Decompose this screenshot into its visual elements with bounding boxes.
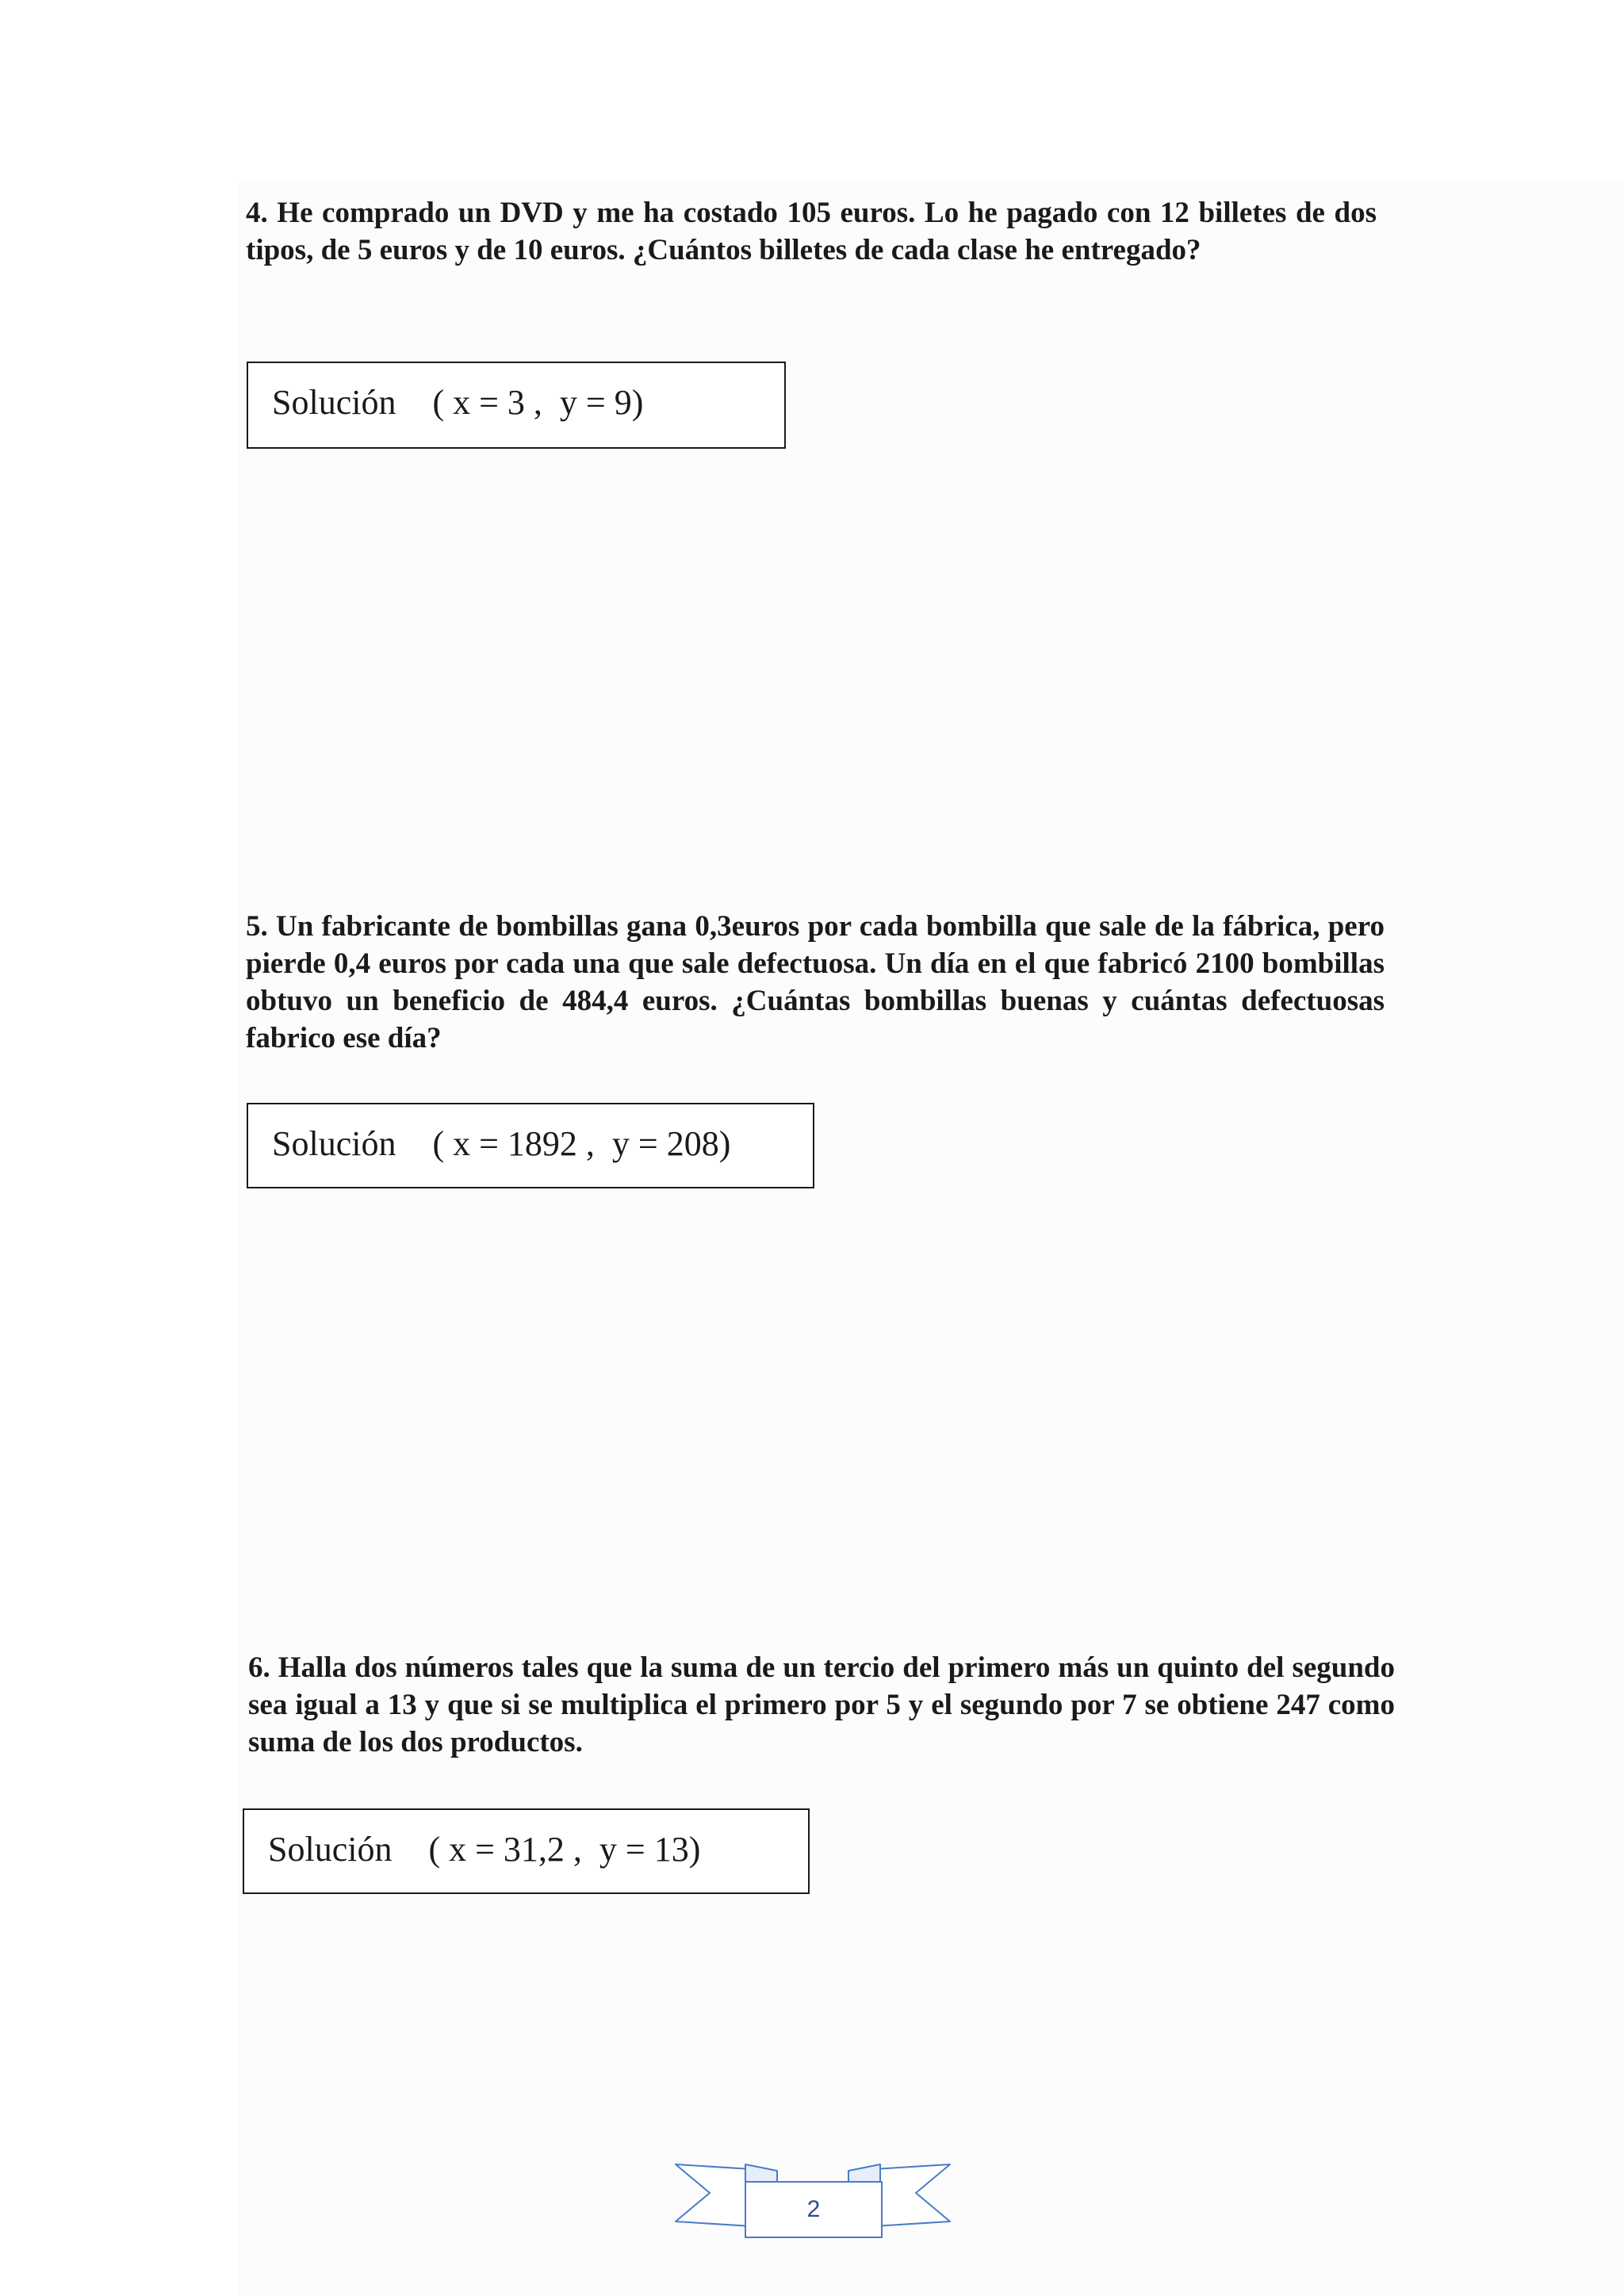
solution-value: ( x = 3 , y = 9) bbox=[432, 383, 644, 422]
solution-label: Solución bbox=[272, 383, 396, 422]
solution-label: Solución bbox=[272, 1124, 396, 1163]
scanned-page-area bbox=[238, 182, 1624, 2296]
problem-4-solution-box bbox=[247, 362, 786, 449]
problem-5-solution-box bbox=[247, 1103, 814, 1188]
problem-6-statement: 6. Halla dos números tales que la suma de un tercio del primero más un quinto del segundo sea igual a 13 y que si se multiplica el primero por 5 y el segundo por 7 se obtiene 247 como suma de los dos productos. bbox=[248, 1651, 1395, 1758]
problem-4-statement: 4. He comprado un DVD y me ha costado 105 euros. Lo he pagado con 12 billetes de dos tipos, de 5 euros y de 10 euros. ¿Cuántos billetes de cada clase he entregado? bbox=[246, 197, 1377, 266]
solution-value: ( x = 1892 , y = 208) bbox=[432, 1124, 731, 1163]
solution-value: ( x = 31,2 , y = 13) bbox=[428, 1830, 701, 1869]
problem-5-statement: 5. Un fabricante de bombillas gana 0,3euros por cada bombilla que sale de la fábrica, pero pierde 0,4 euros por cada una que sale defectuosa. Un día en el que fabricó 2100 bombillas obtuvo un beneficio de 484,4 euros. ¿Cuántas bombillas buenas y cuántas defectuosas fabrico ese día? bbox=[246, 910, 1385, 1054]
solution-label: Solución bbox=[268, 1830, 393, 1869]
page-number: 2 bbox=[806, 2196, 821, 2222]
problem-6-solution-box bbox=[243, 1808, 810, 1894]
